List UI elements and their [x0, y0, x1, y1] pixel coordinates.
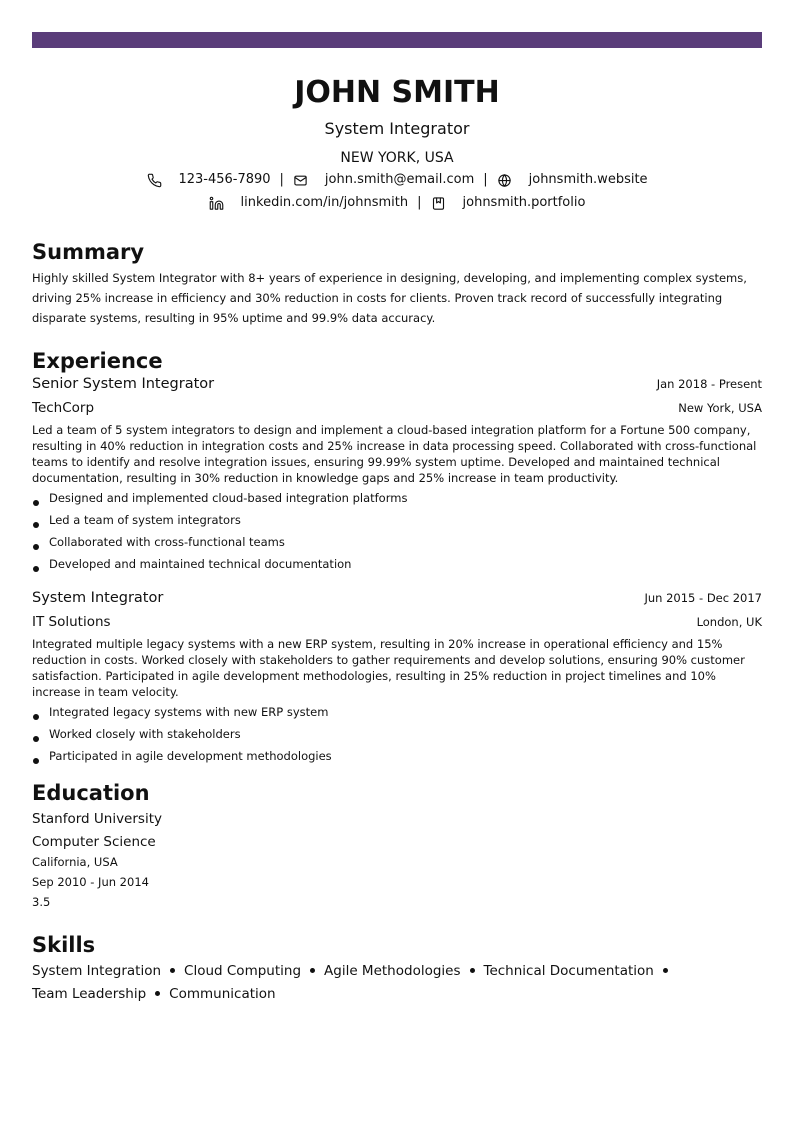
skill-separator-dot — [170, 968, 175, 973]
skill-separator-dot — [310, 968, 315, 973]
education-heading: Education — [32, 781, 150, 805]
skill-separator-dot — [663, 968, 668, 973]
accent-bar — [32, 32, 762, 48]
email-link[interactable]: john.smith@email.com — [324, 172, 475, 187]
mail-icon — [293, 172, 309, 188]
job-location: New York, USA — [678, 401, 762, 415]
phone-text: 123-456-7890 — [178, 172, 271, 187]
linkedin-link[interactable]: linkedin.com/in/johnsmith — [240, 195, 409, 210]
candidate-name: JOHN SMITH — [294, 75, 500, 110]
job-description: Integrated multiple legacy systems with a new ERP system, resulting in 20% increase in operational efficiency and 15% reduction in costs. Worked closely with stakeholders to gather requirements and develop solutions, ensuring 90% customer satisfaction. Participated in agile development methodologies, resulting in 25% reduction in project timelines and 10% increase in team velocity. — [32, 637, 745, 699]
skill-item: Team Leadership — [32, 986, 147, 1002]
list-item: Worked closely with stakeholders — [32, 726, 762, 742]
job-bullets — [32, 704, 762, 764]
skill-separator-dot — [470, 968, 475, 973]
job-company: TechCorp — [32, 400, 95, 416]
summary-section — [32, 239, 762, 328]
skills-list — [32, 960, 692, 1006]
education-dates: Sep 2010 - Jun 2014 — [32, 875, 149, 889]
job-title: System Integrator — [32, 590, 164, 606]
job-entry — [32, 374, 762, 572]
candidate-location: NEW YORK, USA — [340, 150, 454, 166]
separator: | — [417, 195, 422, 210]
skill-item: Agile Methodologies — [324, 963, 461, 979]
resume-header — [32, 74, 762, 212]
education-field: Computer Science — [32, 834, 156, 850]
portfolio-link[interactable]: johnsmith.portfolio — [462, 195, 586, 210]
skill-separator-dot — [155, 991, 160, 996]
bookmark-icon — [431, 195, 447, 211]
education-school: Stanford University — [32, 811, 162, 827]
education-gpa: 3.5 — [32, 895, 51, 909]
job-bullets — [32, 490, 762, 572]
separator: | — [279, 172, 284, 187]
experience-heading: Experience — [32, 349, 163, 373]
skills-heading: Skills — [32, 933, 96, 957]
resume — [32, 74, 762, 1006]
list-item: Developed and maintained technical documentation — [32, 556, 762, 572]
list-item: Participated in agile development methodologies — [32, 748, 762, 764]
job-location: London, UK — [696, 615, 762, 629]
job-company: IT Solutions — [32, 614, 111, 630]
education-section — [32, 780, 762, 912]
job-description: Led a team of 5 system integrators to design and implement a cloud-based integration platform for a Fortune 500 company, resulting in 40% reduction in integration costs and 25% increase in data processing speed. Collaborated with cross-functional teams to identify and resolve integration issues, ensuring 99.99% system uptime. Developed and maintained technical documentation, resulting in 30% reduction in knowledge gaps and 25% increase in team productivity. — [32, 423, 757, 485]
website-link[interactable]: johnsmith.website — [528, 172, 648, 187]
list-item: Led a team of system integrators — [32, 512, 762, 528]
skill-item: Cloud Computing — [184, 963, 302, 979]
candidate-role: System Integrator — [324, 119, 470, 138]
skill-item: System Integration — [32, 963, 162, 979]
experience-section — [32, 348, 762, 764]
phone-icon — [146, 172, 162, 188]
job-dates: Jun 2015 - Dec 2017 — [644, 591, 762, 605]
skill-item: Communication — [169, 986, 276, 1002]
list-item: Designed and implemented cloud-based integration platforms — [32, 490, 762, 506]
linkedin-icon — [209, 195, 225, 211]
skill-item: Technical Documentation — [483, 963, 654, 979]
education-location: California, USA — [32, 855, 118, 869]
job-entry — [32, 588, 762, 764]
job-title: Senior System Integrator — [32, 376, 215, 392]
summary-heading: Summary — [32, 240, 145, 264]
job-dates: Jan 2018 - Present — [656, 377, 762, 391]
list-item: Collaborated with cross-functional teams — [32, 534, 762, 550]
summary-text: Highly skilled System Integrator with 8+ years of experience in designing, developing, and implementing complex systems, driving 25% increase in efficiency and 30% reduction in costs for clients. Proven track record of successfully integrating disparate systems, resulting in 95% uptime and 99.9% data accuracy. — [32, 271, 747, 325]
list-item: Integrated legacy systems with new ERP system — [32, 704, 762, 720]
contact-row-2 — [32, 194, 762, 212]
separator: | — [483, 172, 488, 187]
skills-section — [32, 932, 762, 1006]
contact-row-1 — [32, 171, 762, 189]
globe-icon — [497, 172, 513, 188]
